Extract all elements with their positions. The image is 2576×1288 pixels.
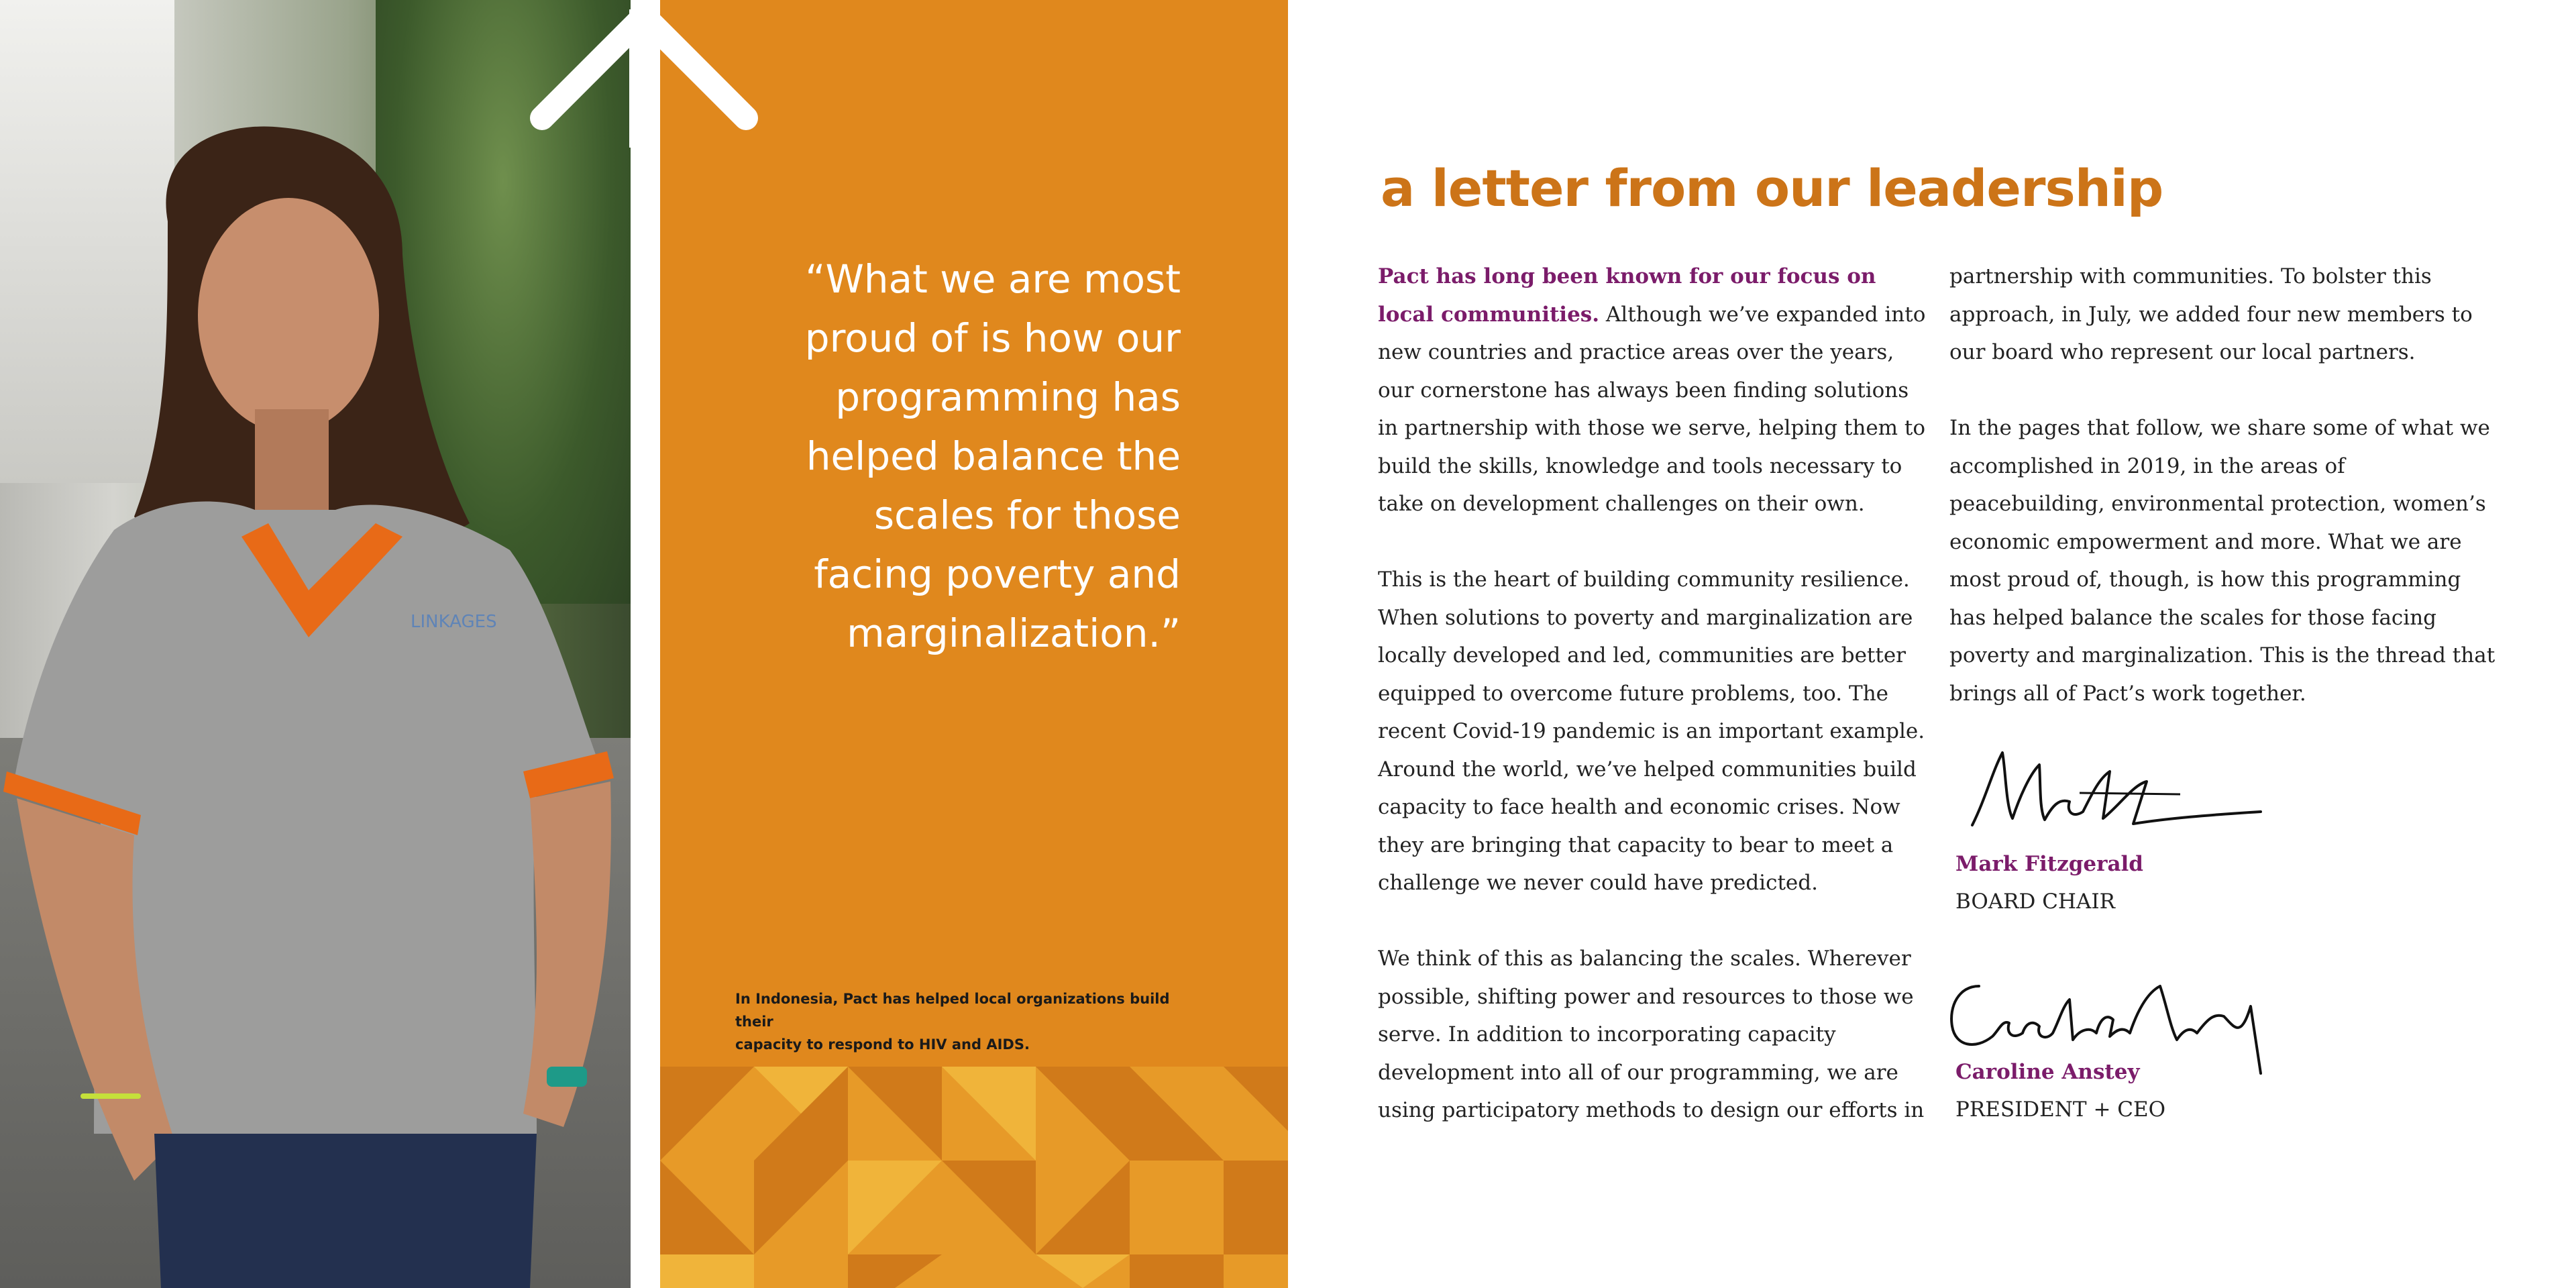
pull-quote [792,250,1181,663]
lead-sentence: Pact has long been known for our focus on local communities. [1378,264,1876,327]
photo-caption [735,987,1205,1056]
paragraph [1378,258,1928,523]
pull-quote-line: marginalization.” [847,610,1181,656]
signature-mark-fitzgerald [1966,745,2274,839]
letter-column-1 [1378,258,1928,1167]
signatory-name: Caroline Anstey [1955,1060,2140,1084]
pull-quote-line: facing poverty and [814,551,1181,597]
paragraph: We think of this as balancing the scales. Wherever possible, shifting power and resources to those we serve. In addition to incorporating capacity development into all of our programming, we are using participatory methods to design our efforts in [1378,947,1925,1122]
paragraph: This is the heart of building community resilience. When solutions to poverty and marginalization are locally developed and led, communities are better equipped to overcome future problems, too. The recent Covid-19 pandemic is an important example. Around the world, we’ve helped communities build capacity to face health and economic crises. Now they are bringing that capacity to bear to meet a challenge we never could have predicted. [1378,568,1925,895]
pull-quote-line: scales for those [873,492,1181,538]
signatory-title: PRESIDENT + CEO [1955,1097,2166,1122]
letter-column-2 [1949,258,2500,751]
pull-quote-line: helped balance the [806,433,1181,479]
divider-strip [631,0,660,1288]
pull-quote-line: programming has [835,374,1181,420]
person-photo [0,0,631,1288]
photo-panel [0,0,631,1288]
caption-line: In Indonesia, Pact has helped local organizations build their [735,991,1170,1030]
shirt-logo-text: LINKAGES [411,612,497,632]
caption-line: capacity to respond to HIV and AIDS. [735,1036,1030,1053]
pull-quote-line: proud of is how our [804,315,1181,361]
pull-quote-line: “What we are most [805,256,1181,302]
paragraph: partnership with communities. To bolster this approach, in July, we added four new members to our board who represent our local partners. [1949,264,2473,364]
paragraph: In the pages that follow, we share some of what we accomplished in 2019, in the areas of peacebuilding, environmental protection, women’s economic empowerment and more. What we are most proud of, though, is how this programming has helped balance the scales for those facing poverty and marginalization. This is the thread that brings all of Pact’s work together. [1949,416,2496,706]
paragraph-text: Although we’ve expanded into new countries and practice areas over the years, our cornerstone has always been finding solutions in partnership with those we serve, helping them to build the skills, knowledge and tools necessary to take on development challenges on their own. [1378,302,1926,516]
up-arrow-icon [523,0,765,148]
signatory-name: Mark Fitzgerald [1955,852,2143,876]
page-title: a letter from our leadership [1381,158,2163,218]
signatory-title: BOARD CHAIR [1955,890,2115,914]
geometric-pattern [660,1067,1288,1288]
